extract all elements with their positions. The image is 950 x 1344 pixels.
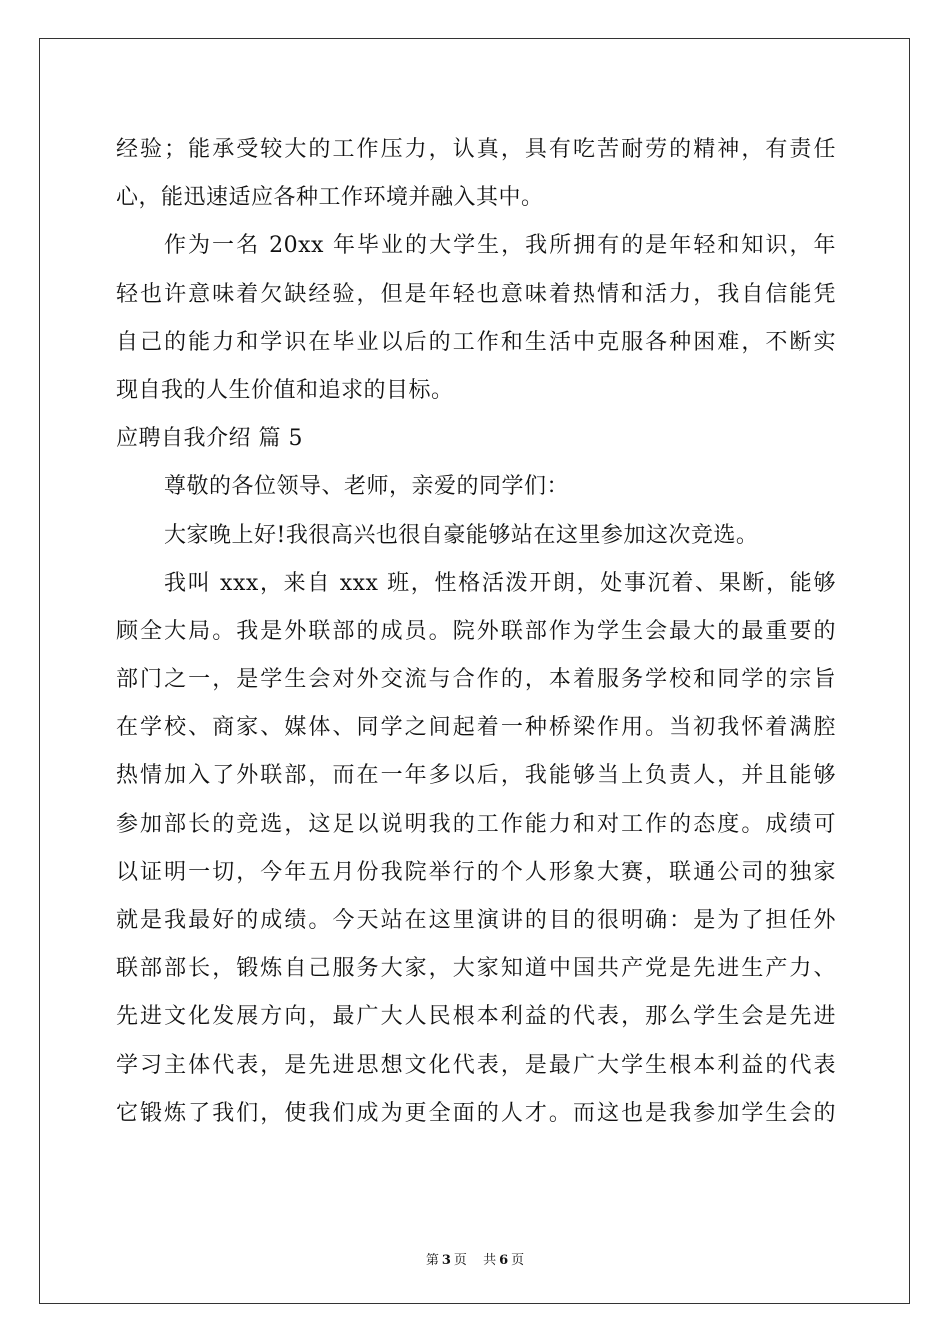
text-line: 部门之一，是学生会对外交流与合作的，本着服务学校和同学的宗旨 <box>116 667 836 693</box>
text-line: 自己的能力和学识在毕业以后的工作和生活中克服各种困难，不断实 <box>116 329 836 355</box>
text-line: 尊敬的各位领导、老师，亲爱的同学们： <box>164 474 570 500</box>
text-line: 热情加入了外联部，而在一年多以后，我能够当上负责人，并且能够 <box>116 763 836 789</box>
text-line: 就是我最好的成绩。今天站在这里演讲的目的很明确：是为了担任外 <box>116 908 836 933</box>
text-line: 轻也许意味着欠缺经验，但是年轻也意味着热情和活力，我自信能凭 <box>116 281 836 307</box>
text-line: 参加部长的竞选，这足以说明我的工作能力和对工作的态度。成绩可 <box>116 811 836 837</box>
text-line: 作为一名 20xx 年毕业的大学生，我所拥有的是年轻和知识，年 <box>164 233 836 259</box>
text-line: 以证明一切，今年五月份我院举行的个人形象大赛，联通公司的独家 <box>116 859 836 885</box>
total-pages: 6 <box>499 1253 509 1268</box>
text-line: 大家晚上好!我很高兴也很自豪能够站在这里参加这次竞选。 <box>164 522 759 548</box>
text-line: 顾全大局。我是外联部的成员。院外联部作为学生会最大的最重要的 <box>116 618 836 644</box>
page-number: 3 <box>441 1253 451 1268</box>
text-line: 联部部长，锻炼自己服务大家，大家知道中国共产党是先进生产力、 <box>116 956 836 982</box>
page-prefix: 第 <box>425 1253 439 1268</box>
total-prefix: 共 <box>483 1253 497 1268</box>
text-line: 先进文化发展方向，最广大人民根本利益的代表，那么学生会是先进 <box>116 1004 836 1030</box>
text-line: 现自我的人生价值和追求的目标。 <box>116 377 454 403</box>
text-line: 学习主体代表，是先进思想文化代表，是最广大学生根本利益的代表 <box>116 1052 836 1078</box>
page-suffix: 页 <box>453 1253 467 1268</box>
text-line: 在学校、商家、媒体、同学之间起着一种桥梁作用。当初我怀着满腔 <box>116 715 836 741</box>
document-body <box>116 126 836 1138</box>
text-line: 我叫 xxx，来自 xxx 班，性格活泼开朗，处事沉着、果断，能够 <box>164 570 836 596</box>
total-suffix: 页 <box>511 1253 525 1268</box>
total-indicator <box>480 1253 527 1268</box>
page-footer <box>0 1249 950 1268</box>
page-indicator <box>423 1253 470 1268</box>
text-line: 心，能迅速适应各种工作环境并融入其中。 <box>116 185 544 211</box>
text-line: 它锻炼了我们，使我们成为更全面的人才。而这也是我参加学生会的 <box>116 1100 836 1126</box>
text-line: 经验；能承受较大的工作压力，认真，具有吃苦耐劳的精神，有责任 <box>116 137 836 162</box>
section-heading: 应聘自我介绍 篇 5 <box>116 426 303 452</box>
